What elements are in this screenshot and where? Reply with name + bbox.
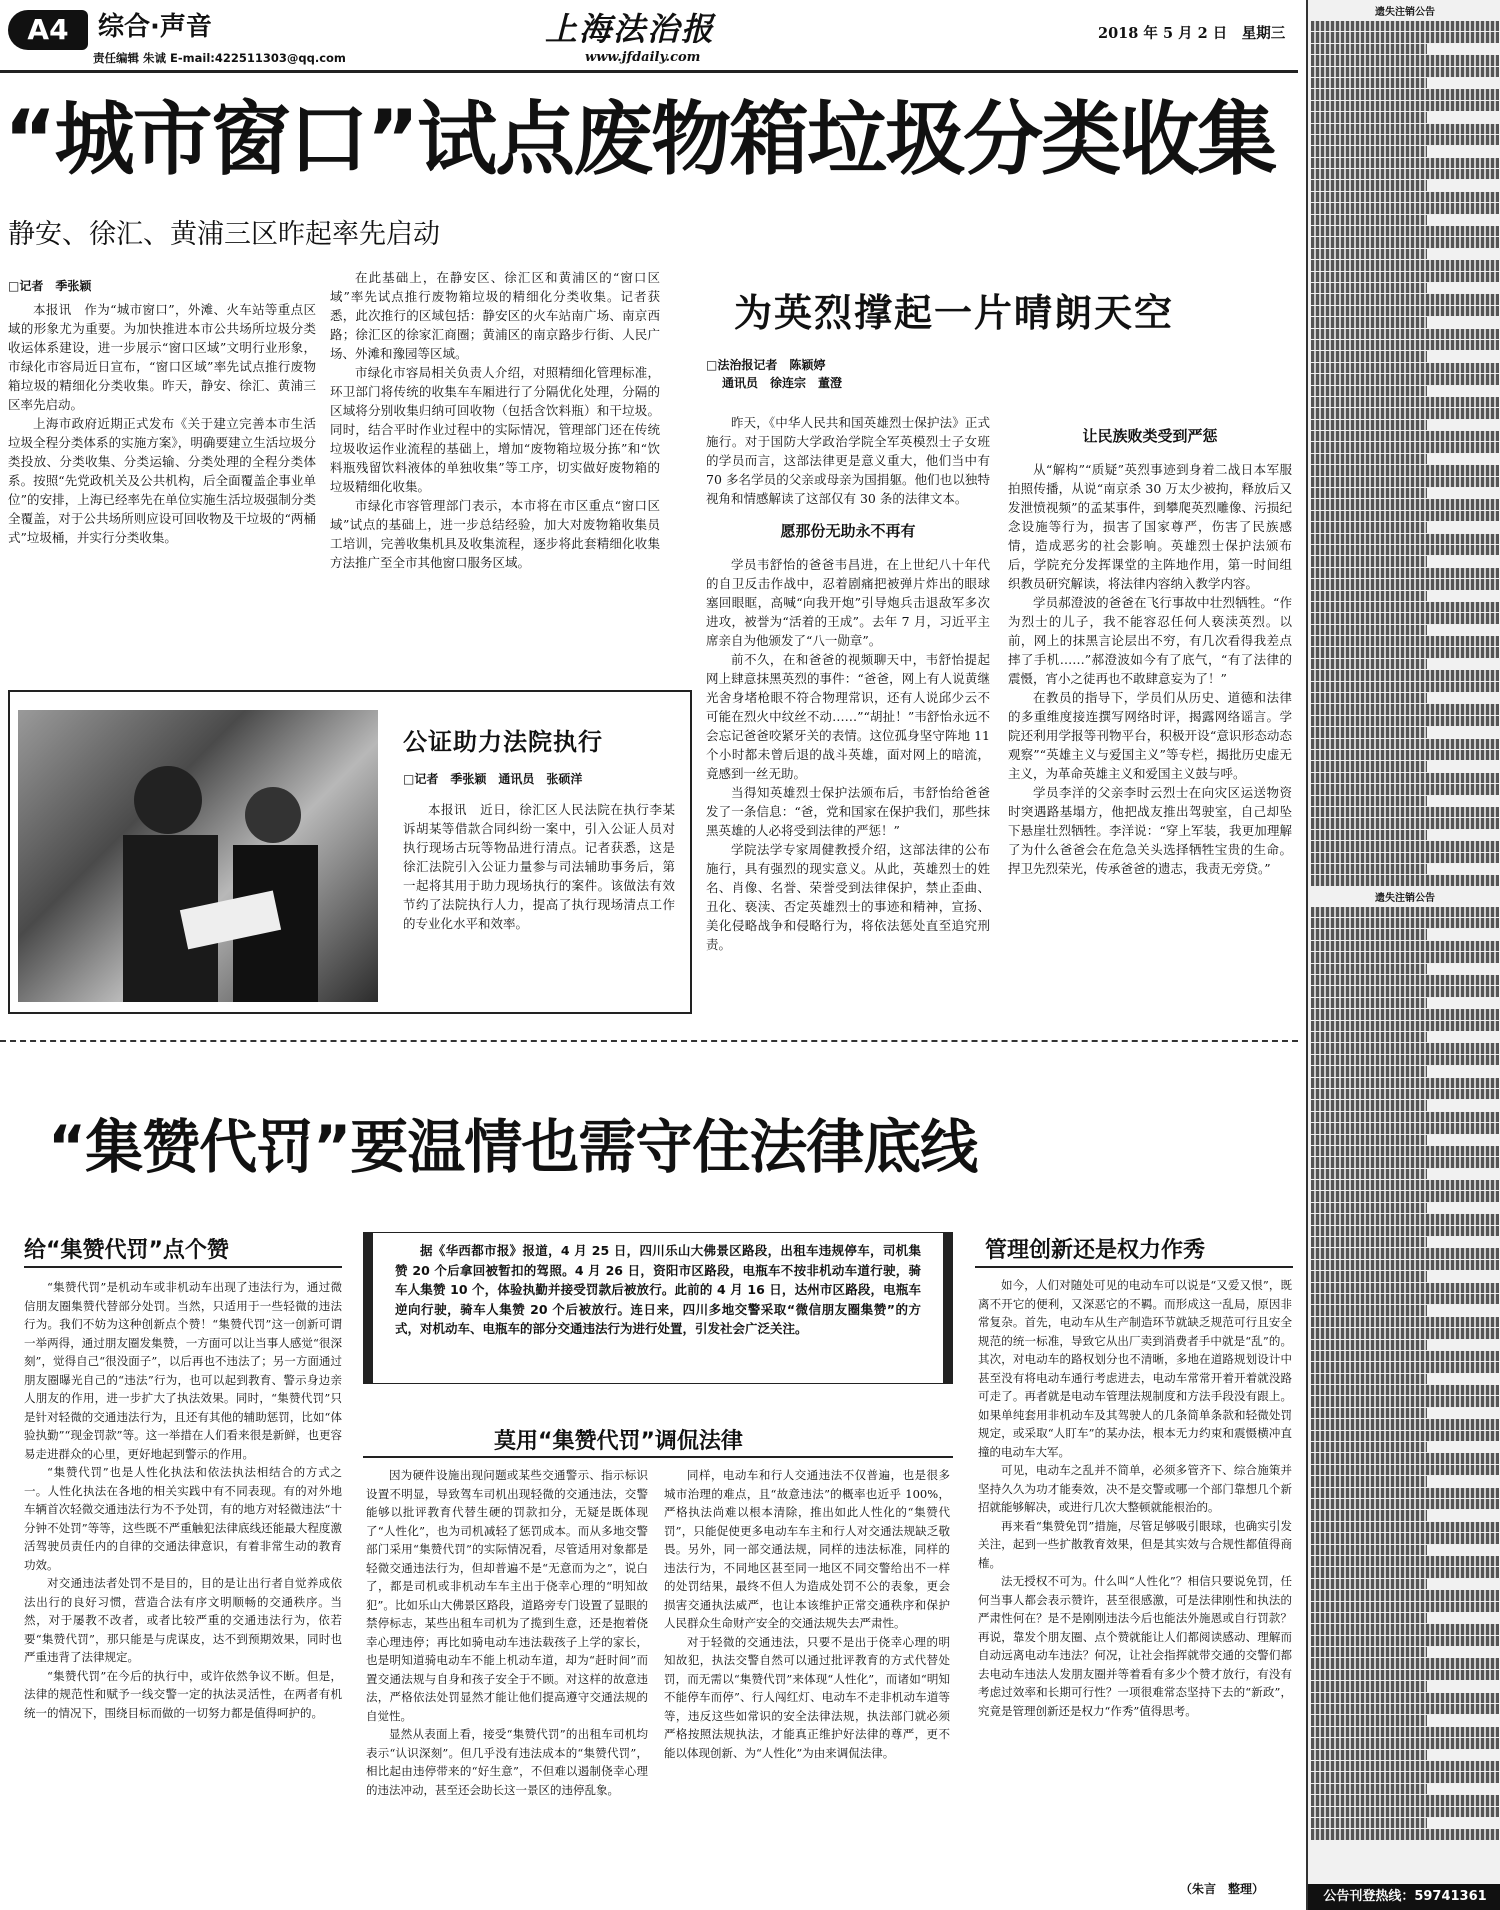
lead-headline: “城市窗口”试点废物箱垃圾分类收集 [4, 93, 1276, 186]
opinion-right-title: 管理创新还是权力作秀 [985, 1238, 1206, 1263]
notice-line [1311, 918, 1499, 928]
notice-line [1311, 1499, 1499, 1509]
notice-line [1311, 556, 1427, 566]
notice-line [1311, 1009, 1499, 1019]
sidebar-mid-header: 遗失注销公告 [1375, 892, 1435, 904]
notice-line [1311, 625, 1427, 635]
notice-line [1311, 1260, 1499, 1270]
notice-line [1311, 78, 1427, 88]
notice-line [1311, 807, 1499, 817]
paragraph: 在教员的指导下，学员们从历史、道德和法律的多重维度接连撰写网络时评，揭露网络谣言。学院还利用学报等刊物平台，积极开设“意识形态动态观察”“英雄主义与爱国主义”等专栏，揭批历史虚无主义，为革命英雄主义和爱国主义鼓与呼。 [1008, 690, 1292, 781]
notice-line [1311, 1237, 1427, 1247]
notice-line [1311, 761, 1427, 771]
notice-line [1311, 864, 1427, 874]
lead-subtitle: 静安、徐汇、黄浦三区昨起率先启动 [8, 219, 440, 250]
lead-body-col1 [8, 300, 316, 650]
notice-line [1311, 272, 1499, 282]
notice-line [1311, 727, 1427, 737]
notice-line [1311, 1078, 1499, 1088]
notice-line [1311, 44, 1427, 54]
paragraph: 学院法学专家周健教授介绍，这部法律的公布施行，具有强烈的现实意义。从此，英雄烈士的姓名、肖像、名誉、荣誉受到法律保护，禁止歪曲、丑化、亵渎、否定英雄烈士的事迹和精神，宣扬、美化侵略战争和侵略行为，将依法惩处直至追究刑责。 [706, 842, 990, 952]
notice-line [1311, 55, 1499, 65]
notice-line [1311, 112, 1427, 122]
paragraph: 因为硬件设施出现问题或某些交通警示、指示标识设置不明显，导致驾车司机出现轻微的交通违法，交警能够以批评教育代替生硬的罚款扣分，无疑是既体现了“人性化”，也为司机减轻了惩罚成本。而从多地交警部门采用“集赞代罚”的实际情况看，尽管适用对象都是轻微交通违法行为，但却普遍不是“无意而为之”，说白了，都是司机或非机动车车主出于侥幸心理的“明知故犯”。比如乐山大佛景区路段，道路旁专门设置了显眼的禁停标志，某些出租车司机为了揽到生意，还是抱着侥幸心理违停；再比如骑电动车违法载孩子上学的家长，也是明知道骑电动车不能上机动车道，却为“赶时间”而置交通法规与自身和孩子安全于不顾。对这样的故意违法，严格依法处罚显然才能让他们提高遵守交通法规的自觉性。 [366, 1468, 648, 1723]
notice-line [1311, 750, 1499, 760]
lead-body-col2 [330, 268, 660, 658]
notice-line [1311, 1795, 1499, 1805]
opinion-right-body [978, 1276, 1292, 1874]
masthead: 上海法治报 [545, 10, 716, 48]
notice-line [1311, 329, 1499, 339]
notice-line [1311, 591, 1427, 601]
notice-line [1311, 907, 1499, 917]
notice-line [1311, 260, 1499, 270]
notice-line [1311, 488, 1427, 498]
notice-line [1311, 739, 1499, 749]
notice-line [1311, 1135, 1427, 1145]
paragraph: 昨天，《中华人民共和国英雄烈士保护法》正式施行。对于国防大学政治学院全军英模烈士子女班的学员而言，这部法律更是意义重大，他们当中有 70 多名学员的父亲或母亲为国捐躯。他们也以独特视角和情感解读了这部仅有 30 条的法律文本。 [706, 415, 990, 506]
byline-reporter: □法治报记者 陈颖婷 [706, 358, 826, 372]
notice-line [1311, 784, 1499, 794]
notice-line [1311, 1248, 1499, 1258]
notice-line [1311, 818, 1499, 828]
notice-line [1311, 998, 1427, 1008]
opinion-left-body [24, 1278, 342, 1903]
notice-line [1311, 351, 1427, 361]
notary-headline: 公证助力法院执行 [403, 728, 603, 756]
section-divider [0, 1040, 1298, 1042]
notice-line [1311, 203, 1499, 213]
martyrs-headline: 为英烈撑起一片晴朗天空 [734, 291, 1175, 335]
paragraph: 本报讯 作为“城市窗口”，外滩、火车站等重点区域的形象尤为重要。为加快推进本市公共场所垃圾分类收运体系建设，进一步展示“窗口区域”文明行业形象，市绿化市容局近日宣布，“窗口区域”率先试点推行废物箱垃圾的精细化分类收集。昨天，静安、徐汇、黄浦三区率先启动。 [8, 302, 316, 412]
notice-line [1311, 579, 1499, 589]
page-header [0, 0, 1300, 75]
notice-line [1311, 964, 1427, 974]
header-rule [0, 70, 1298, 73]
paragraph: 可见，电动车之乱并不简单，必须多管齐下、综合施策并坚持久久为功才能奏效，决不是交警或哪一个部门靠想几个新招就能够解决，或进行几次大整顿就能根治的。 [978, 1463, 1292, 1514]
notice-line [1311, 1761, 1499, 1771]
section-name: 综合·声音 [98, 12, 212, 42]
notice-line [1311, 249, 1427, 259]
paragraph: 市绿化市容管理部门表示，本市将在市区重点“窗口区域”试点的基础上，进一步总结经验，加大对废物箱收集员工培训，完善收集机具及收集流程，逐步将此套精细化收集方法推广至全市其他窗口服务区域。 [330, 498, 660, 570]
notice-line [1311, 431, 1499, 441]
notice-line [1311, 1283, 1499, 1293]
notice-line [1311, 1066, 1427, 1076]
notice-line [1311, 283, 1427, 293]
notice-line [1311, 1351, 1499, 1361]
notice-line [1311, 929, 1427, 939]
notice-line [1311, 1772, 1499, 1782]
notice-line [1311, 1465, 1499, 1475]
subhead: 让民族败类受到严惩 [1082, 427, 1218, 445]
notice-line [1311, 306, 1499, 316]
notice-line [1311, 986, 1499, 996]
notice-line [1311, 1362, 1499, 1372]
editor-line: 责任编辑 朱诚 E-mail:422511303@qq.com [93, 51, 346, 65]
opinion-middle-col1 [366, 1466, 648, 1903]
notice-line [1311, 511, 1499, 521]
notice-line [1311, 796, 1427, 806]
notice-line [1311, 1715, 1427, 1725]
notice-line [1311, 1191, 1499, 1201]
opinion-headline: “集赞代罚”要温情也需守住法律底线 [48, 1113, 978, 1181]
notice-line [1311, 1567, 1499, 1577]
notice-line [1311, 613, 1499, 623]
issue-date: 2018 年 5 月 2 日 星期三 [1098, 25, 1286, 42]
notice-line [1311, 1488, 1499, 1498]
notice-line [1311, 215, 1427, 225]
notice-line [1311, 875, 1499, 885]
opinion-middle-col2 [664, 1466, 950, 1903]
notice-line [1311, 180, 1427, 190]
notice-line [1311, 1271, 1427, 1281]
notice-line [1311, 1294, 1499, 1304]
martyrs-col2 [1008, 355, 1292, 1015]
notice-line [1311, 477, 1499, 487]
notice-line [1311, 1328, 1499, 1338]
paragraph: 对交通违法者处罚不是目的，目的是让出行者自觉养成依法出行的良好习惯，营造合法有序文明顺畅的交通秩序。当然，对于屡教不改者，或者比较严重的交通违法行为，依若要“集赞代罚”，那只能是与虎谋皮，达不到预期效果，同时也严重违背了法律规定。 [24, 1576, 342, 1664]
notice-line [1311, 1021, 1499, 1031]
notice-line [1311, 1738, 1499, 1748]
notice-line [1311, 1032, 1427, 1042]
notice-line [1311, 226, 1499, 236]
paragraph: 当得知英雄烈士保护法颁布后，韦舒怡给爸爸发了一条信息：“爸，党和国家在保护我们，那些抹黑英雄的人必将受到法律的严惩！” [706, 785, 990, 838]
notice-line [1311, 1385, 1499, 1395]
paragraph: 在此基础上，在静安区、徐汇区和黄浦区的“窗口区域”率先试点推行废物箱垃圾的精细化分类收集。记者获悉，此次推行的区域包括：静安区的火车站南广场、南京西路；徐汇区的徐家汇商圈；黄浦区的南京路步行街、人民广场、外滩和豫园等区域。 [330, 270, 660, 361]
notice-line [1311, 568, 1499, 578]
paragraph: 市绿化市容局相关负责人介绍，对照精细化管理标准，环卫部门将传统的收集车车厢进行了分隔优化处理，分隔的区域将分别收集归纳可回收物（包括含饮料瓶）和干垃圾。同时，结合平时作业过程中的实际情况，管理部门还在传统垃圾收运作业流程的基础上，增加“废物箱垃圾分拣”和“饮料瓶残留饮料液体的单独收集”等工序，切实做好废物箱的垃圾精细化收集。 [330, 365, 660, 494]
paragraph: 显然从表面上看，接受“集赞代罚”的出租车司机均表示“认识深刻”。但几乎没有违法成本的“集赞代罚”，相比起由违停带来的“好生意”，不但难以遏制侥幸心理的违法冲动，甚至还会助长这一景区的违停乱象。 [366, 1727, 648, 1797]
notice-line [1311, 21, 1499, 31]
notice-line [1311, 534, 1499, 544]
notice-line [1311, 773, 1499, 783]
notice-line [1311, 420, 1427, 430]
notice-line [1311, 1590, 1499, 1600]
paragraph: 如今，人们对随处可见的电动车可以说是“又爱又恨”，既离不开它的便利，又深恶它的不羁。而形成这一乱局，原因非常复杂。首先，电动车从生产制造环节就缺乏规范可行且安全规范的统一标准，导致它从出厂卖到消费者手中就是“乱”的。其次，对电动车的路权划分也不清晰，多地在道路规划设计中甚至没有将电动车通行考虑进去，电动车常常开着开着就没路可走了。再者就是电动车管理法规制度和方法手段没有跟上。如果单纯套用非机动车及其驾驶人的几条简单条款和轻微处罚规定，或采取“人盯车”的某办法，根本无力约束和震慑横冲直撞的电动车大军。 [978, 1278, 1292, 1459]
notice-line [1311, 853, 1499, 863]
photo-icon [18, 710, 378, 1002]
notice-line [1311, 1670, 1499, 1680]
notice-line [1311, 1123, 1499, 1133]
notice-line [1311, 1818, 1427, 1828]
paragraph: 同样，电动车和行人交通违法不仅普遍，也是很多城市治理的难点，且“故意违法”的概率也近乎 100%，严格执法尚难以根本清除，推出如此人性化的“集赞代罚”，只能促使更多电动车车主和行人对交通法规缺乏敬畏。另外，同一部交通法规，同样的违法标准，同样的违法行为，不同地区甚至同一地区不同交警给出不一样的处罚结果，最终不但人为造成处罚不公的表象，更会损害交通执法威严，也让本该维护正常交通秩序和保护人民群众生命财产安全的交通法规失去严肃性。 [664, 1468, 950, 1630]
notice-line [1311, 1340, 1427, 1350]
notice-line [1311, 1055, 1499, 1065]
notice-line [1311, 647, 1499, 657]
martyrs-byline [706, 356, 996, 392]
notice-line [1311, 659, 1427, 669]
notice-line [1311, 442, 1499, 452]
notice-line [1311, 363, 1499, 373]
notice-line [1311, 1374, 1427, 1384]
opinion-middle-title: 莫用“集赞代罚”调侃法律 [494, 1429, 743, 1454]
byline-correspondent: 通讯员 徐连宗 董澄 [722, 376, 843, 390]
notice-line [1311, 1681, 1427, 1691]
notice-line [1311, 1043, 1499, 1053]
paragraph: “集赞代罚”是机动车或非机动车出现了违法行为，通过微信朋友圈集赞代替部分处罚。当然，只适用于一些轻微的违法行为。我们不妨为这种创新点个赞！“集赞代罚”这一创新可谓一举两得，通过朋友圈发集赞，一方面可以让当事人感觉“很深刻”，觉得自己“很没面子”，以后再也不违法了；另一方面通过朋友圈曝光自己的“违法”行为，也可以起到教育、警示身边亲人朋友的作用，进一步扩大了执法效果。同时，“集赞代罚”只是针对轻微的交通违法行为，且还有其他的辅助惩罚，比如“体验执勤”“现金罚款”等。这一举措在人们看来很是新鲜，也更容易走进群众的心里，更好地起到警示的作用。 [24, 1280, 342, 1461]
opinion-right-rule [975, 1266, 1293, 1268]
notice-sidebar [1306, 0, 1500, 1910]
notice-line [1311, 1613, 1427, 1623]
notice-line [1311, 1146, 1499, 1156]
paragraph: 法无授权不可为。什么叫“人性化”？相信只要说免罚，任何当事人都会表示赞许，甚至很感激，可是法律刚性和执法的严肃性何在？是不是刚刚违法今后也能法外施恩或自行罚款？再说，靠发个朋友圈、点个赞就能让人们都阅读感动、理解而自动远离电动车违法？何况，让社会指挥就带交通的交警们都去电动车违法人发朋友圈并等着看有多少个赞才放行，有没有考虑过效率和长期可行性？一项很难常态坚持下去的“新政”，究竟是管理创新还是权力“作秀”值得思考。 [978, 1574, 1292, 1718]
paragraph: 上海市政府近期正式发布《关于建立完善本市生活垃圾全程分类体系的实施方案》，明确要建立生活垃圾分类投放、分类收集、分类运输、分类处理的全程分类体系。按照“先党政机关及公共机构，后全面覆盖企事业单位”的安排，上海已经率先在单位实施生活垃圾强制分类全覆盖，对于公共场所则应设可回收物及干垃圾的“两桶式”垃圾桶，并实行分类收集。 [8, 416, 316, 545]
paragraph: 学员郝澄波的爸爸在飞行事故中壮烈牺牲。“作为烈士的儿子，我不能容忍任何人亵渎英烈。以前，网上的抹黑言论层出不穷，有几次看得我差点摔了手机……”郝澄波如今有了底气，“有了法律的震慑，宵小之徒再也不敢肆意妄为了！” [1008, 595, 1292, 686]
notice-line [1311, 101, 1499, 111]
site-url[interactable]: www.jfdaily.com [585, 50, 701, 65]
notice-line [1311, 237, 1499, 247]
paragraph: “集赞代罚”也是人性化执法和依法执法相结合的方式之一。人性化执法在各地的相关实践中有不同表现。有的对外地车辆首次轻微交通违法行为不予处罚，有的地方对轻微违法“十分钟不处罚”等等，这些既不严重触犯法律底线还能最大程度激活驾驶员责任内的自律的交通法律意识，有着非常生动的教育功效。 [24, 1465, 342, 1572]
notice-line [1311, 1317, 1499, 1327]
notice-line [1311, 975, 1499, 985]
notice-line [1311, 1408, 1427, 1418]
notice-line [1311, 1476, 1427, 1486]
opinion-credit: （朱言 整理） [1180, 1882, 1265, 1896]
martyrs-col1 [706, 413, 990, 1013]
notice-line [1311, 465, 1499, 475]
notice-line [1311, 146, 1427, 156]
notice-line [1311, 1100, 1427, 1110]
paragraph: 对于轻微的交通违法，只要不是出于侥幸心理的明知故犯，执法交警自然可以通过批评教育的方式代替处罚，而无需以“集赞代罚”来体现“人性化”，而诸如“明知不能停车而停”、行人闯红灯、电动车不走非机动车道等等，违反这些如常识的安全法律法规，执法部门就必须严格按照法规执法，才能真正维护好法律的尊严，更不能以体现创新、为“人性化”为由来调侃法律。 [664, 1634, 950, 1760]
notice-line [1311, 1693, 1499, 1703]
notice-line [1311, 1419, 1499, 1429]
notice-line [1311, 830, 1427, 840]
notice-line [1311, 1533, 1499, 1543]
notice-line [1311, 1647, 1427, 1657]
notice-line [1311, 1579, 1427, 1589]
notary-byline: □记者 季张颖 通讯员 张硕洋 [403, 772, 583, 786]
paragraph: 学员韦舒怡的爸爸韦昌进，在上世纪八十年代的自卫反击作战中，忍着剧痛把被弹片炸出的眼球塞回眼眶，高喊“向我开炮”引导炮兵击退敌军多次进攻，被誉为“活着的王成”。去年 7 月，习近平主席亲自为他颁发了“八一勋章”。 [706, 557, 990, 648]
notice-line [1311, 1442, 1427, 1452]
notice-line [1311, 952, 1499, 962]
notice-line [1311, 1180, 1499, 1190]
notice-line [1311, 1750, 1427, 1760]
notice-line [1311, 1545, 1427, 1555]
notary-box [8, 690, 692, 1014]
notice-line [1311, 522, 1427, 532]
opinion-left-title: 给“集赞代罚”点个赞 [24, 1238, 229, 1263]
notice-line [1311, 602, 1499, 612]
notice-line [1311, 1226, 1499, 1236]
notice-line [1311, 1624, 1499, 1634]
notice-line [1311, 636, 1499, 646]
notice-line [1311, 1169, 1427, 1179]
notice-line [1311, 704, 1499, 714]
notice-line [1311, 682, 1499, 692]
notice-line [1311, 158, 1499, 168]
notice-line [1311, 374, 1499, 384]
paragraph: 学员李洋的父亲李时云烈士在向灾区运送物资时突遇路基塌方，他把战友推出驾驶室，自己却坠下悬崖壮烈牺牲。李洋说：“穿上军装，我更加理解了为什么爸爸会在危急关头选择牺牲宝贵的生命。捍卫先烈荣光，传承爸爸的遗志，我责无旁贷。” [1008, 785, 1292, 876]
paragraph: 再来看“集赞免罚”措施，尽管足够吸引眼球，也确实引发关注，起到一些扩散教育效果，但是其实效与合规性都值得商榷。 [978, 1518, 1292, 1570]
opinion-middle-rule [363, 1456, 953, 1458]
notice-line [1311, 386, 1427, 396]
notice-line [1311, 1807, 1499, 1817]
notice-line [1311, 67, 1499, 77]
notice-line [1311, 1704, 1499, 1714]
notice-line [1311, 545, 1499, 555]
hotline-banner[interactable]: 公告刊登热线：59741361 [1308, 1884, 1500, 1910]
notice-line [1311, 89, 1499, 99]
notice-line [1311, 1658, 1499, 1668]
notice-line [1311, 1396, 1499, 1406]
notice-list [1308, 907, 1500, 1840]
notice-line [1311, 317, 1427, 327]
notice-line [1311, 499, 1499, 509]
notice-line [1311, 1510, 1427, 1520]
notary-body [403, 800, 675, 1005]
notice-line [1311, 135, 1499, 145]
notice-line [1311, 941, 1499, 951]
notice-line [1311, 1727, 1499, 1737]
page-number-badge: A4 [8, 10, 88, 50]
notice-line [1311, 340, 1499, 350]
notice-line [1311, 1203, 1427, 1213]
opinion-left-rule [24, 1266, 342, 1268]
notice-line [1311, 294, 1499, 304]
notice-line [1311, 693, 1427, 703]
lead-byline: □记者 季张颖 [8, 279, 92, 293]
notice-line [1311, 1214, 1499, 1224]
notice-line [1311, 1636, 1499, 1646]
paragraph: 从“解构”“质疑”英烈事迹到身着二战日本军服拍照传播，从说“南京杀 30 万太少被拘，释放后又发泄愤视频”的孟某事件，到攀爬英烈雕像、污损纪念设施等行为，损害了国家尊严，伤害了民族感情，造成恶劣的社会影响。英雄烈士保护法颁布后，学院充分发挥课堂的主阵地作用，第一时间组织教员研究解读，将法律内容纳入教学内容。 [1008, 462, 1292, 591]
notice-line [1311, 408, 1499, 418]
notice-line [1311, 124, 1499, 134]
notice-list [1308, 21, 1500, 886]
intro-text: 据《华西都市报》报道，4 月 25 日，四川乐山大佛景区路段，出租车违规停车，司机集赞 20 个后拿回被暂扣的驾照。4 月 26 日，资阳市区路段，电瓶车不按非机动车道行驶，骑车人集赞 10 个，体验执勤并接受罚款后被放行。此前的 4 月 16 日，达州市区路段，电瓶车逆向行驶，骑车人集赞 20 个后被放行。连日来，四川多地交警采取“微信朋友圈集赞”的方式，对机动车、电瓶车的部分交通违法行为进行处置，引发社会广泛关注。 [395, 1243, 921, 1336]
paragraph: 前不久，在和爸爸的视频聊天中，韦舒怡提起网上肆意抹黑英烈的事件：“爸爸，网上有人说黄继光舍身堵枪眼不符合物理常识，还有人说邱少云不可能在烈火中纹丝不动……”“胡扯！”韦舒怡永远不会忘记爸爸咬紧牙关的表情。这位孤身坚守阵地 11 个小时都未曾后退的战斗英雄，面对网上的暗流，竟感到一丝无助。 [706, 652, 990, 781]
notice-line [1311, 1431, 1499, 1441]
notice-line [1311, 1829, 1499, 1839]
subhead: 愿那份无助永不再有 [780, 522, 916, 540]
notice-line [1311, 670, 1499, 680]
notice-line [1311, 454, 1427, 464]
notice-line [1311, 1453, 1499, 1463]
notice-line [1311, 1157, 1499, 1167]
notice-line [1311, 1602, 1499, 1612]
sidebar-top-header: 遗失注销公告 [1375, 7, 1435, 18]
notice-line [1311, 1522, 1499, 1532]
notice-line [1311, 1305, 1427, 1315]
notice-line [1311, 1784, 1427, 1794]
news-photo [18, 710, 378, 1002]
notice-line [1311, 1556, 1499, 1566]
opinion-intro-box [363, 1232, 953, 1384]
paragraph: 本报讯 近日，徐汇区人民法院在执行李某诉胡某等借款合同纠纷一案中，引入公证人员对执行现场古玩等物品进行清点。记者获悉，这是徐汇法院引入公证力量参与司法辅助事务后，第一起将其用于助力现场执行的案件。该做法有效节约了法院执行人力，提高了执行现场清点工作的专业化水平和效率。 [403, 802, 675, 931]
paragraph: “集赞代罚”在今后的执行中，或许依然争议不断。但是，法律的规范性和赋予一线交警一定的执法灵活性，在两者有机统一的情况下，围绕目标而做的一切努力都是值得呵护的。 [24, 1668, 342, 1720]
notice-line [1311, 169, 1499, 179]
notice-line [1311, 1112, 1499, 1122]
notice-line [1311, 397, 1499, 407]
notice-line [1311, 32, 1499, 42]
notice-line [1311, 192, 1499, 202]
notice-line [1311, 716, 1499, 726]
notice-line [1311, 841, 1499, 851]
notice-line [1311, 1089, 1499, 1099]
